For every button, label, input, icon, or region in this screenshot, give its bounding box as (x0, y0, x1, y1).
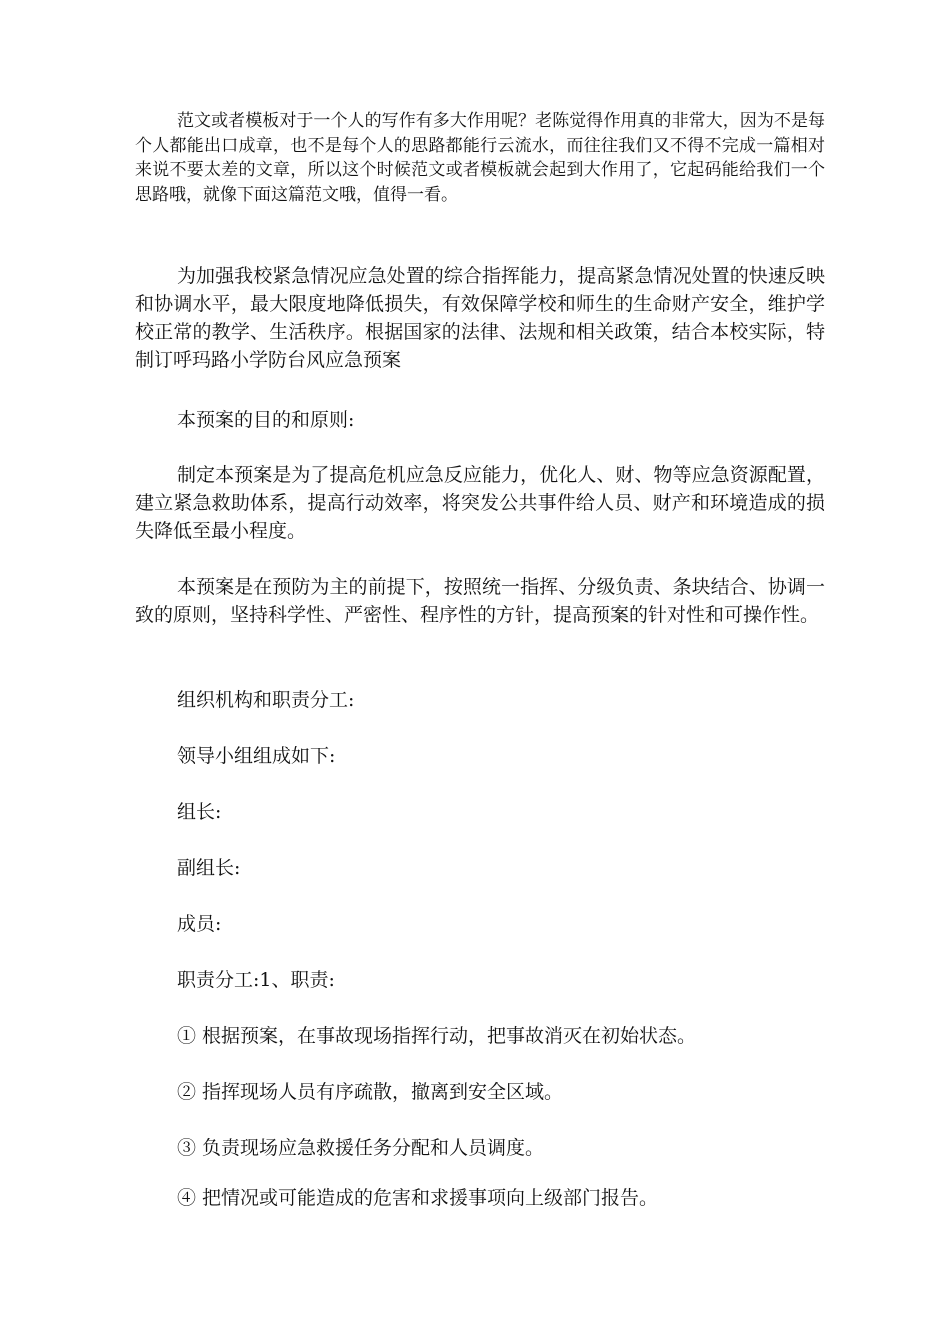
duties-heading: 职责分工:1、职责: (177, 969, 335, 991)
principle-paragraph: 本预案是在预防为主的前提下，按照统一指挥、分级负责、条块结合、协调一致的原则，坚持科学性、严密性、程序性的方针，提高预案的针对性和可操作性。 (135, 576, 825, 626)
duty-item: ③ 负责现场应急救援任务分配和人员调度。 (177, 1137, 545, 1159)
purpose-paragraph: 为加强我校紧急情况应急处置的综合指挥能力，提高紧急情况处置的快速反映和协调水平，最大限度地降低损失，有效保障学校和师生的生命财产安全，维护学校正常的教学、生活秩序。根据国家的法律、法规和相关政策，结合本校实际，特制订呼玛路小学防台风应急预案 (135, 265, 825, 371)
goal-paragraph: 制定本预案是为了提高危机应急反应能力，优化人、财、物等应急资源配置，建立紧急救助体系，提高行动效率，将突发公共事件给人员、财产和环境造成的损失降低至最小程度。 (135, 464, 825, 542)
leader-line: 组长: (177, 801, 222, 823)
members-line: 成员: (177, 913, 222, 935)
intro-paragraph: 范文或者模板对于一个人的写作有多大作用呢？老陈觉得作用真的非常大，因为不是每个人都能出口成章，也不是每个人的思路都能行云流水，而往往我们又不得不完成一篇相对来说不要太差的文章，所以这个时候范文或者模板就会起到大作用了，它起码能给我们一个思路哦，就像下面这篇范文哦，值得一看。 (135, 111, 825, 205)
org-heading: 组织机构和职责分工: (177, 689, 355, 711)
duty-item: ④ 把情况或可能造成的危害和求援事项向上级部门报告。 (177, 1187, 659, 1209)
duty-item: ② 指挥现场人员有序疏散，撤离到安全区域。 (177, 1081, 564, 1103)
goals-heading: 本预案的目的和原则: (177, 409, 355, 431)
deputy-line: 副组长: (177, 857, 241, 879)
duty-item: ① 根据预案，在事故现场指挥行动，把事故消灭在初始状态。 (177, 1025, 697, 1047)
leader-group-line: 领导小组组成如下: (177, 745, 336, 767)
